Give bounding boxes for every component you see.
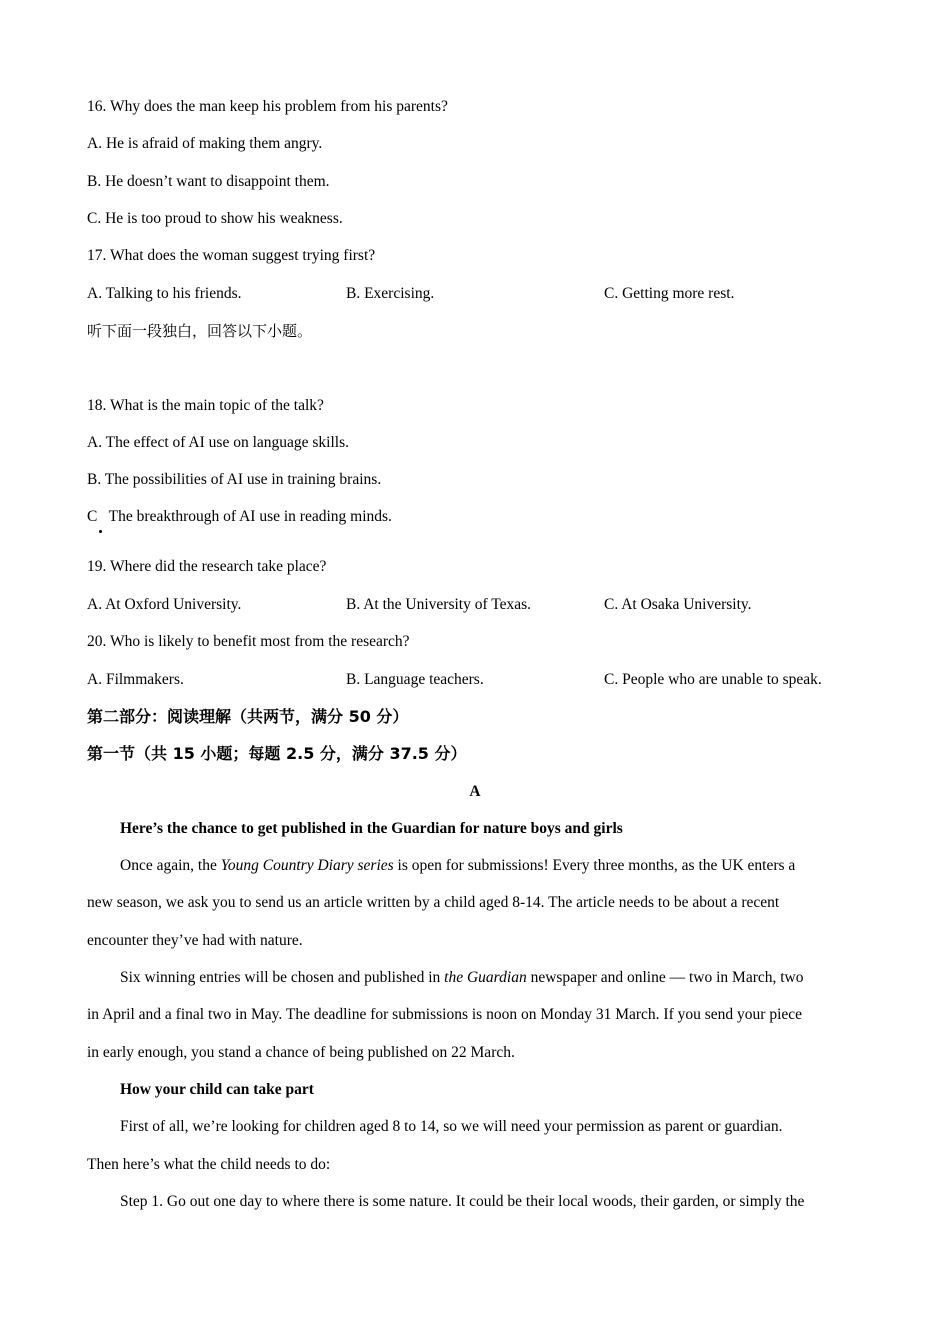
question-20-option-a: A. Filmmakers.	[87, 671, 184, 688]
part-2-heading: 第二部分：阅读理解（共两节，满分 50 分）	[87, 707, 409, 726]
question-17-option-c: C. Getting more rest.	[604, 285, 735, 302]
paragraph-3-line-1: First of all, we’re looking for children aged 8 to 14, so we will need your permission as parent or guardian.	[120, 1118, 783, 1135]
passage-subheading: How your child can take part	[120, 1081, 314, 1098]
paragraph-2-line-1: Six winning entries will be chosen and published in the Guardian newspaper and online — two in March, two	[120, 969, 804, 986]
question-19-stem: 19. Where did the research take place?	[87, 558, 327, 575]
question-16-option-c: C. He is too proud to show his weakness.	[87, 210, 343, 227]
question-18-option-b: B. The possibilities of AI use in training brains.	[87, 471, 382, 488]
series-name: Young Country Diary series	[220, 857, 394, 874]
question-20-stem: 20. Who is likely to benefit most from the research?	[87, 633, 410, 650]
question-16-option-b: B. He doesn’t want to disappoint them.	[87, 173, 330, 190]
option-dot-mark	[99, 530, 102, 533]
passage-letter: A	[469, 783, 481, 800]
question-19-option-a: A. At Oxford University.	[87, 596, 242, 613]
question-19-option-c: C. At Osaka University.	[604, 596, 752, 613]
paragraph-1-line-1: Once again, the Young Country Diary series is open for submissions! Every three months, as the UK enters a	[120, 857, 796, 874]
paragraph-2-line-3: in early enough, you stand a chance of being published on 22 March.	[87, 1044, 515, 1061]
question-20-option-c: C. People who are unable to speak.	[604, 671, 822, 688]
monologue-instruction: 听下面一段独白，回答以下小题。	[87, 322, 313, 340]
question-20-option-b: B. Language teachers.	[346, 671, 484, 688]
paragraph-1-line-3: encounter they’ve had with nature.	[87, 932, 303, 949]
question-16-stem: 16. Why does the man keep his problem from his parents?	[87, 98, 448, 115]
question-18-option-c: C The breakthrough of AI use in reading minds.	[87, 508, 392, 525]
question-17-option-a: A. Talking to his friends.	[87, 285, 242, 302]
question-17-option-b: B. Exercising.	[346, 285, 435, 302]
passage-title: Here’s the chance to get published in the Guardian for nature boys and girls	[120, 820, 623, 837]
paragraph-2-line-2: in April and a final two in May. The deadline for submissions is noon on Monday 31 March. If you send your piece	[87, 1006, 803, 1023]
newspaper-name: the Guardian	[444, 969, 527, 986]
question-17-stem: 17. What does the woman suggest trying first?	[87, 247, 376, 264]
question-19-option-b: B. At the University of Texas.	[346, 596, 532, 613]
question-16-option-a: A. He is afraid of making them angry.	[87, 135, 323, 152]
question-18-stem: 18. What is the main topic of the talk?	[87, 397, 324, 414]
paragraph-3-line-2: Then here’s what the child needs to do:	[87, 1156, 331, 1173]
question-18-option-a: A. The effect of AI use on language skills.	[87, 434, 350, 451]
paragraph-1-line-2: new season, we ask you to send us an article written by a child aged 8-14. The article needs to be about a recent	[87, 894, 780, 911]
section-1-heading: 第一节（共 15 小题；每题 2.5 分，满分 37.5 分）	[87, 744, 467, 763]
step-1-line: Step 1. Go out one day to where there is some nature. It could be their local woods, their garden, or simply the	[120, 1193, 805, 1210]
